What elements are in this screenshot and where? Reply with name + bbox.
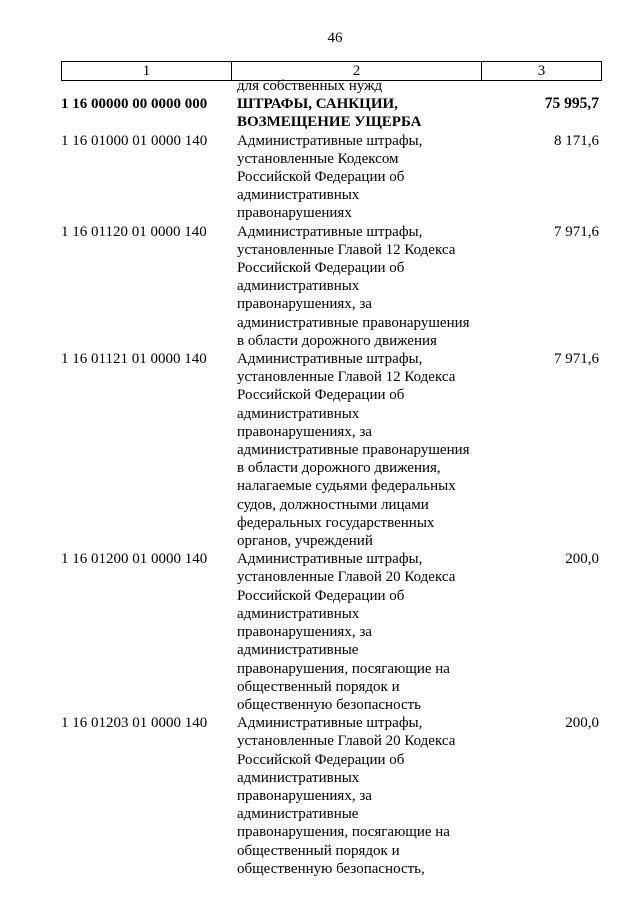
- budget-code: 1 16 00000 00 0000 000: [61, 96, 208, 113]
- budget-code: 1 16 01200 01 0000 140: [61, 551, 208, 568]
- revenue-name-line: Российской Федерации об: [237, 260, 405, 277]
- table-row: [61, 95, 602, 131]
- budget-code: 1 16 01203 01 0000 140: [61, 715, 208, 732]
- revenue-name-line: правонарушения, посягающие на: [237, 824, 450, 841]
- revenue-name-line: в области дорожного движения: [237, 332, 437, 349]
- revenue-name-line: установленные Главой 12 Кодекса: [237, 369, 456, 386]
- revenue-name-line: Административные штрафы,: [237, 223, 423, 240]
- budget-code: 1 16 01121 01 0000 140: [61, 351, 207, 368]
- budget-table-body: [61, 78, 602, 878]
- amount-value: 200,0: [565, 551, 599, 568]
- continuation-row: [61, 78, 602, 95]
- revenue-name-line: общественную безопасность,: [237, 860, 425, 877]
- revenue-name-line: установленные Главой 12 Кодекса: [237, 241, 456, 258]
- revenue-name: [237, 714, 481, 878]
- revenue-name-line: административных: [237, 605, 360, 622]
- revenue-name-line: административные: [237, 806, 359, 823]
- table-row: [61, 714, 602, 878]
- revenue-name-line: Административные штрафы,: [237, 351, 423, 368]
- revenue-name-line: общественный порядок и: [237, 678, 400, 695]
- revenue-name-line: Российской Федерации об: [237, 751, 405, 768]
- revenue-name: [237, 350, 481, 550]
- revenue-name: [237, 95, 481, 131]
- continuation-value-cell: [481, 81, 602, 95]
- revenue-name: [237, 132, 481, 223]
- revenue-name-line: правонарушениях, за: [237, 787, 372, 804]
- revenue-name-line: Российской Федерации об: [237, 587, 405, 604]
- revenue-name-line: Российской Федерации об: [237, 387, 405, 404]
- revenue-name-line: федеральных государственных: [237, 514, 435, 531]
- page-number: 46: [327, 30, 343, 46]
- revenue-name-line: правонарушениях, за: [237, 296, 372, 313]
- revenue-name-line: административных: [237, 405, 360, 422]
- amount-value: 7 971,6: [554, 223, 599, 240]
- table-row: [61, 350, 602, 550]
- revenue-name-line: Российской Федерации об: [237, 169, 405, 186]
- revenue-name-line: судов, должностными лицами: [237, 496, 429, 513]
- revenue-name-line: Административные штрафы,: [237, 132, 423, 149]
- revenue-name-line: правонарушениях: [237, 205, 352, 222]
- header-col-3: 3: [537, 63, 546, 79]
- revenue-name: [237, 550, 481, 714]
- table-row: [61, 223, 602, 350]
- revenue-name-line: административных: [237, 278, 360, 295]
- continuation-text: [237, 77, 481, 95]
- revenue-name-line: в области дорожного движения,: [237, 460, 441, 477]
- revenue-name-line: установленные Главой 20 Кодекса: [237, 569, 456, 586]
- revenue-name-line: общественный порядок и: [237, 842, 400, 859]
- revenue-name-line: ВОЗМЕЩЕНИЕ УЩЕРБА: [237, 114, 422, 131]
- revenue-name-line: общественную безопасность: [237, 696, 421, 713]
- revenue-name-line: правонарушениях, за: [237, 423, 372, 440]
- continuation-line: для собственных нужд: [237, 78, 383, 94]
- amount-value: 75 995,7: [544, 95, 599, 113]
- revenue-name-line: административные: [237, 642, 359, 659]
- amount-value: 200,0: [565, 715, 599, 732]
- amount-value: 8 171,6: [554, 132, 599, 149]
- revenue-name-line: налагаемые судьями федеральных: [237, 478, 456, 495]
- budget-code: 1 16 01120 01 0000 140: [61, 223, 207, 240]
- continuation-code-cell: [61, 81, 237, 95]
- table-row: [61, 132, 602, 223]
- revenue-name-line: Административные штрафы,: [237, 715, 423, 732]
- revenue-name-line: установленные Главой 20 Кодекса: [237, 733, 456, 750]
- table-row: [61, 550, 602, 714]
- revenue-name-line: административных: [237, 769, 360, 786]
- revenue-name-line: органов, учреждений: [237, 533, 373, 550]
- header-col-2: 2: [232, 62, 482, 80]
- revenue-name-line: административные правонарушения: [237, 442, 470, 459]
- revenue-name: [237, 223, 481, 350]
- revenue-name-line: административные правонарушения: [237, 314, 470, 331]
- revenue-name-line: административных: [237, 187, 360, 204]
- revenue-name-line: установленные Кодексом: [237, 150, 399, 167]
- header-col-1: 1: [62, 62, 232, 80]
- amount-value: 7 971,6: [554, 351, 599, 368]
- revenue-name-line: Административные штрафы,: [237, 551, 423, 568]
- revenue-name-line: правонарушениях, за: [237, 624, 372, 641]
- budget-code: 1 16 01000 01 0000 140: [61, 132, 208, 149]
- revenue-name-line: ШТРАФЫ, САНКЦИИ,: [237, 96, 398, 113]
- revenue-name-line: правонарушения, посягающие на: [237, 660, 450, 677]
